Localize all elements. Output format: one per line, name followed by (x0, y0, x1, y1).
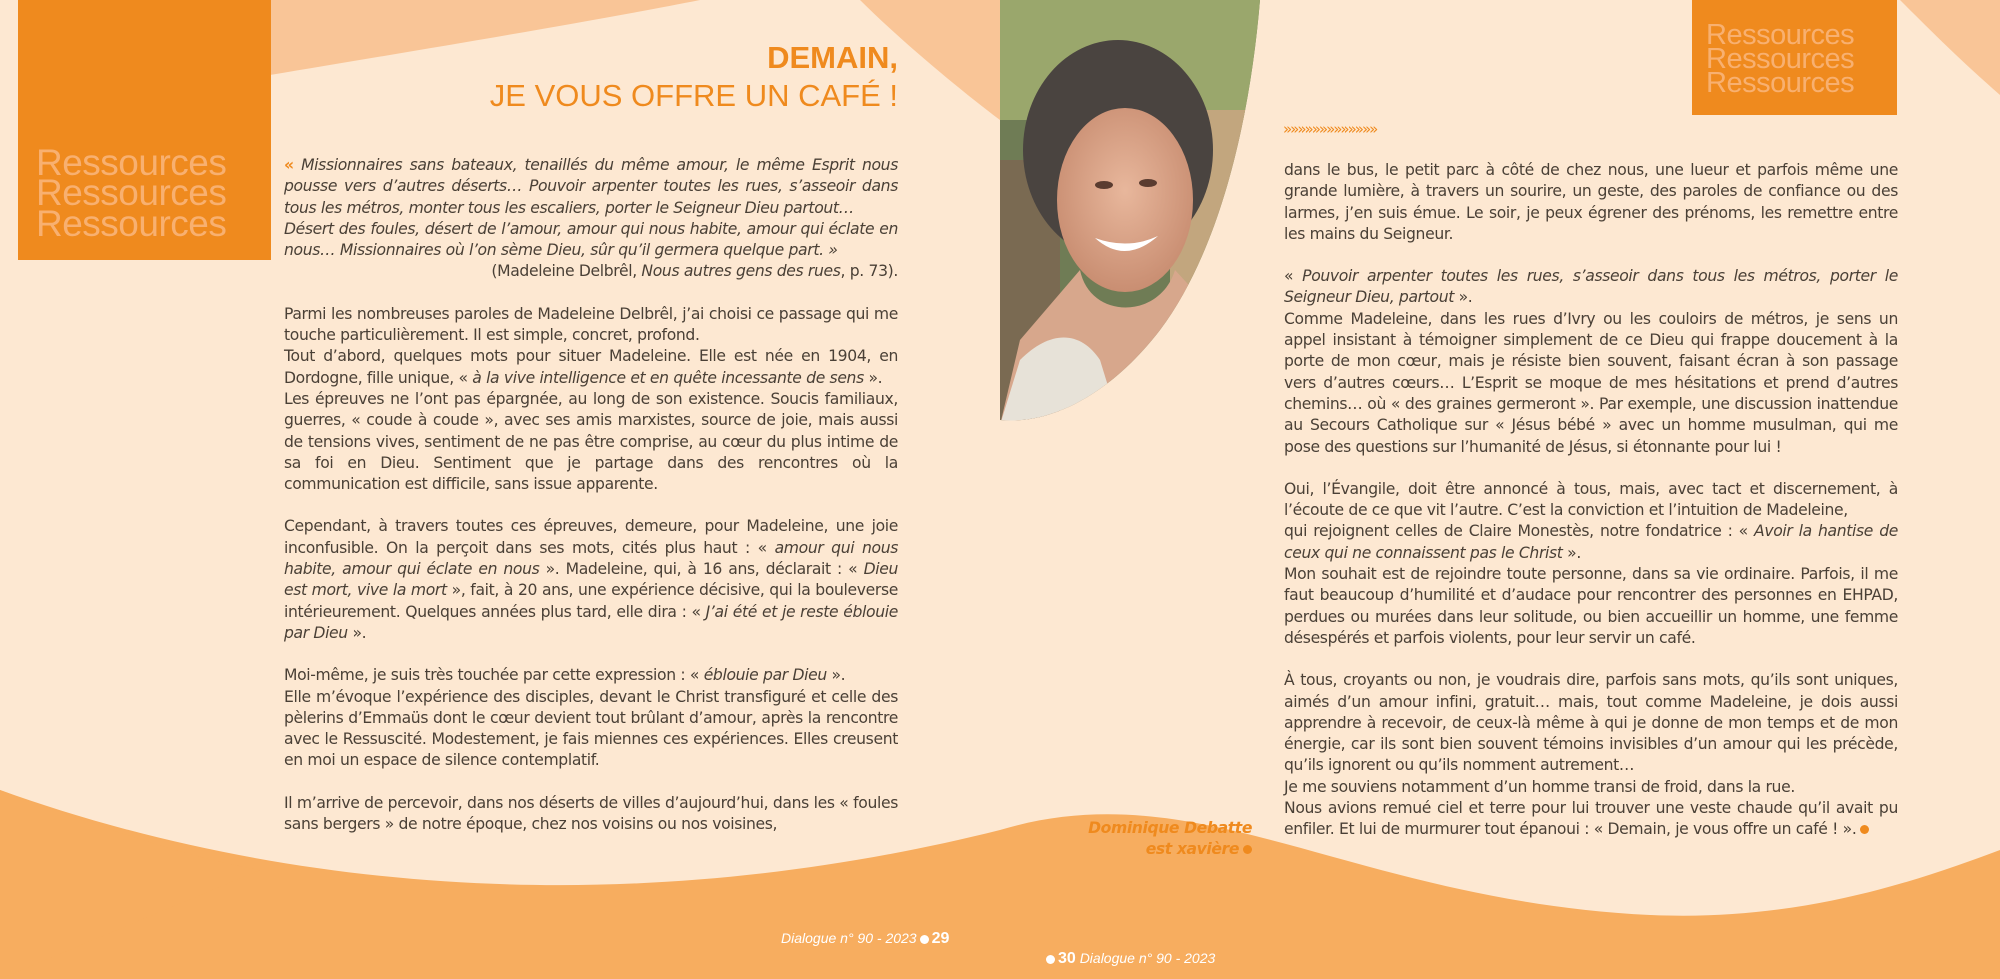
right-body (1284, 160, 1898, 841)
tag-line: Ressources (1706, 66, 1855, 99)
epigraph-quote (284, 155, 898, 219)
paragraph: Mon souhait est de rejoindre toute personne, dans sa vie ordinaire. Parfois, il me faut beaucoup d’humilité et d’audace pour rencontrer des personnes en EHPAD, perdues ou murées dans leur solitude, ou bien accueillir un homme, une femme désespérés et parfois violents, pour leur servir un café. (1284, 565, 1898, 647)
text-span: Tout d’abord, quelques mots pour situer Madeleine. Elle est née en 1904, en Dordogne, fille unique, « (284, 347, 898, 387)
paragraph: Je me souviens notamment d’un homme transi de froid, dans la rue. (1284, 777, 1795, 796)
text-span: ». (1454, 288, 1473, 307)
text-span: Nous avions remué ciel et terre pour lui trouver une veste chaude qu’il avait pu enfiler. Et lui de murmurer tout épanoui : « Demain, je vous offre un café ! ». (1284, 799, 1898, 839)
italic-span: amour qui nous habite, amour qui éclate en nous (284, 538, 899, 579)
paragraph (284, 665, 898, 686)
author-name: Dominique Debatte (1088, 819, 1252, 837)
epigraph-quote-2: Désert des foules, désert de l’amour, amour qui nous habite, amour qui éclate en nous… Missionnaires où l’on sème Dieu, sûr qu’il germera quelque part. » (284, 219, 898, 260)
paragraph: Elle m’évoque l’expérience des disciples, devant le Christ transfiguré et celle des pèlerins d’Emmaüs dont le cœur devient tout brûlant d’amour, après la rencontre avec le Ressuscité. Modestement, je fais miennes ces expériences. Elles creusent en moi un espace de silence contemplatif. (284, 687, 898, 770)
paragraph: dans le bus, le petit parc à côté de chez nous, une lueur et parfois même une grande lumière, à travers un sourire, un geste, des paroles de confiance ou des larmes, j’en suis émue. Le soir, je peux égrener des prénoms, les remettre entre les mains du Seigneur. (1284, 161, 1898, 243)
left-body (284, 155, 898, 835)
paragraph: Parmi les nombreuses paroles de Madeleine Delbrêl, j’ai choisi ce passage qui me touche particulièrement. Il est simple, concret, profond. (284, 304, 898, 345)
italic-span: à la vive intelligence et en quête incessante de sens (472, 368, 864, 387)
paragraph (284, 346, 898, 389)
tag-line: Ressources (36, 172, 227, 214)
paragraph: Il m’arrive de percevoir, dans nos déserts de villes d’aujourd’hui, dans les « foules sans bergers » de notre époque, chez nos voisins ou nos voisines, (284, 793, 898, 834)
text-span: « (1284, 267, 1303, 286)
text-span: ». (826, 666, 846, 685)
right-page (1284, 0, 1898, 979)
quote-mark: « (284, 156, 294, 174)
text-span: Cependant, à travers toutes ces épreuves, demeure, pour Madeleine, une joie inconfusible. On la perçoit dans ses mots, cités plus haut : « (284, 517, 898, 557)
portrait-photo (1000, 0, 1260, 425)
tag-line: Ressources (1706, 42, 1855, 75)
citation-book: Nous autres gens des rues (641, 262, 841, 281)
paragraph: Comme Madeleine, dans les rues d’Ivry ou les couloirs de métros, je sens un appel insistant à témoigner simplement de ce Dieu qui frappe doucement à la porte de mon cœur, mais je résiste bien souvent, faisant écran à son passage vers d’autres cœurs… L’Esprit se moque de mes hésitations et prend d’autres chemins… où « des graines germeront ». Par exemple, une discussion inattendue au Secours Catholique sur « Jésus bébé » avec un homme musulman, qui me pose des questions sur l’humanité de Jésus, si étonnante pour lui ! (1284, 309, 1898, 456)
citation-prefix: (Madeleine Delbrêl, (491, 262, 642, 281)
left-page (284, 0, 898, 979)
footer-right (1043, 950, 1215, 968)
ressources-tag (36, 142, 227, 244)
tag-line: Ressources (1706, 19, 1855, 51)
paragraph (1284, 521, 1898, 564)
paragraph: Oui, l’Évangile, doit être annoncé à tous, mais, avec tact et discernement, à l’écoute de ce que vit l’autre. C’est la conviction et l’intuition de Madeleine, (1284, 479, 1898, 520)
italic-span: Dieu est mort, vive la mort (284, 560, 898, 600)
text-span: », fait, à 20 ans, une expérience décisive, qui la bouleverse intérieurement. Quelques années plus tard, elle dira : « (284, 581, 898, 621)
text-span: ». (347, 623, 367, 642)
text-span: ». (1562, 543, 1581, 562)
text-span: qui rejoignent celles de Claire Monestès, notre fondatrice : « (1284, 522, 1755, 541)
author-role-line (1050, 839, 1252, 860)
text-span: ». (863, 368, 883, 387)
italic-span: Pouvoir arpenter toutes les rues, s’asseoir dans tous les métros, porter le Seigneur Dieu, partout (1284, 267, 1898, 307)
citation-suffix: , p. 73). (840, 262, 898, 281)
chevron-divider: »»»»»»»»»»»»» (1283, 120, 1377, 138)
footer-text: Dialogue n° 90 - 2023 (781, 930, 917, 946)
paragraph: Les épreuves ne l’ont pas épargnée, au long de son existence. Soucis familiaux, guerres, « coude à coude », avec ses amis marxistes, source de joie, mais aussi de tensions vives, sentiment de ne pas être comprise, au cœur du plus intime de sa foi en Dieu. Sentiment que je partage dans des rencontres où la communication est difficile, sans issue apparente. (284, 389, 898, 494)
tag-line: Ressources (36, 142, 227, 183)
citation (284, 261, 898, 282)
paragraph (284, 516, 898, 644)
page-number: 29 (931, 930, 950, 947)
paragraph: À tous, croyants ou non, je voudrais dire, parfois sans mots, qu’ils sont uniques, aimés d’un amour infini, gratuit… mais, tout comme Madeleine, je dois aussi apprendre à recevoir, de ceux-là même à qui je donne de mon temps et de mon énergie, car ils sont bien souvent témoins invisibles d’un amour qui les précède, qu’ils ignorent ou qu’ils nomment autrement… (1284, 671, 1898, 775)
paragraph (1284, 266, 1898, 309)
ressources-tag-box (18, 0, 271, 260)
text-span: Moi-même, je suis très touchée par cette expression : « (284, 666, 704, 685)
paragraph (1284, 798, 1898, 841)
article-title-line2: JE VOUS OFFRE UN CAFÉ ! (489, 78, 898, 113)
italic-span: Avoir la hantise de ceux qui ne connaissent pas le Christ (1284, 522, 1898, 562)
page-number: 30 (1058, 950, 1076, 967)
end-dot (1243, 845, 1252, 854)
article-title-line1: DEMAIN, (767, 40, 898, 75)
text-span: ». Madeleine, qui, à 16 ans, déclarait : « (539, 560, 864, 579)
footer-left (781, 930, 949, 948)
footer-text: Dialogue n° 90 - 2023 (1079, 950, 1216, 966)
italic-span: J’ai été et je reste éblouie par Dieu (284, 602, 898, 642)
footer-dot (920, 935, 929, 944)
italic-span: éblouie par Dieu (703, 666, 827, 685)
author-signature (1050, 818, 1252, 860)
end-dot (1860, 825, 1869, 834)
tag-line: Ressources (36, 202, 227, 244)
author-role: est xavière (1145, 840, 1239, 858)
epigraph-text: Missionnaires sans bateaux, tenaillés du même amour, le même Esprit nous pousse vers d’autres déserts… Pouvoir arpenter toutes les rues, s’asseoir dans tous les métros, monter tous les escaliers, porter le Seigneur Dieu partout… (284, 156, 898, 217)
footer-dot (1046, 955, 1055, 964)
